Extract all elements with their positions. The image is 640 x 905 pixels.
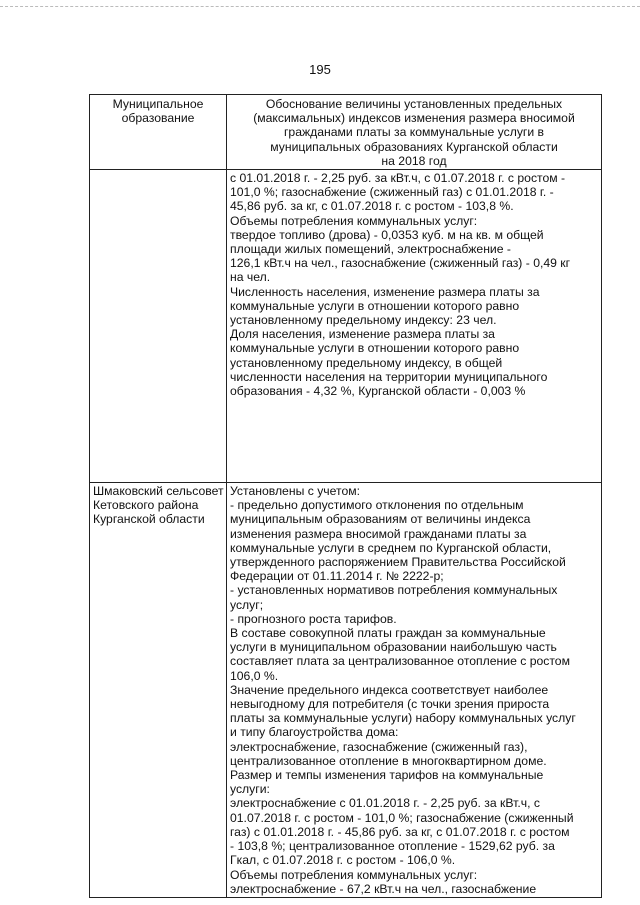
text-line: и типу благоустройства дома: (230, 725, 399, 740)
header-label-line: образование (121, 111, 195, 126)
text-line: площади жилых помещений, электроснабжение - (230, 242, 511, 257)
header-label-line: муниципальных образованиях Курганской области (270, 139, 558, 154)
text-line: 01.07.2018 г. с ростом - 101,0 %; газоснабжение (сжиженный (230, 810, 574, 825)
justification-cell (227, 483, 602, 898)
table-row (90, 483, 602, 898)
text-line: - 103,8 %; централизованное отопление - 1529,62 руб. за (230, 839, 555, 854)
header-label-line: (максимальных) индексов изменения размера вносимой (253, 111, 575, 126)
municipality-cell (90, 483, 227, 898)
page-number: 195 (309, 62, 331, 77)
text-line: В составе совокупной платы граждан за коммунальные (230, 626, 546, 641)
text-line: - прогнозного роста тарифов. (230, 611, 397, 626)
text-line: платы за коммунальные услуги) набору коммунальных услуг (230, 711, 576, 726)
text-line: коммунальные услуги в отношении которого равно (230, 298, 520, 313)
header-justification-cell (227, 95, 602, 170)
header-label-line: на 2018 год (381, 153, 447, 168)
text-line: образования - 4,32 %, Курганской области - 0,003 % (230, 384, 526, 399)
text-line: Объемы потребления коммунальных услуг: (230, 213, 478, 228)
table-row (90, 170, 602, 483)
text-line: Численность населения, изменение размера платы за (230, 284, 540, 299)
text-line: услуг; (230, 597, 264, 612)
text-line: Установлены с учетом: (230, 484, 360, 499)
text-line: электроснабжение, газоснабжение (сжиженный газ), (230, 739, 528, 754)
text-line: услуги в муниципальном образовании наибольшую часть (230, 640, 557, 655)
municipality-name-line: Курганской области (93, 512, 205, 527)
text-line: услуги: (230, 782, 270, 797)
text-line: электроснабжение - 67,2 кВт.ч на чел., газоснабжение (230, 881, 537, 896)
municipality-name-line: Кетовского района (93, 498, 199, 513)
scan-edge-artifact (0, 6, 640, 8)
text-line: численности населения на территории муниципального (230, 369, 548, 384)
text-line: Федерации от 01.11.2014 г. № 2222-р; (230, 569, 444, 584)
text-line: - установленных нормативов потребления коммунальных (230, 583, 558, 598)
text-line: централизованное отопление в многоквартирном доме. (230, 753, 547, 768)
header-municipality-cell (90, 95, 227, 170)
text-line: Доля населения, изменение размера платы за (230, 327, 495, 342)
text-line: изменения размера вносимой гражданами платы за (230, 526, 527, 541)
municipality-name-line: Шмаковский сельсовет (93, 484, 224, 499)
text-line: коммунальные услуги в отношении которого равно (230, 341, 520, 356)
text-line: невыгодному для потребителя (с точки зрения прироста (230, 697, 550, 712)
text-line: коммунальные услуги в среднем по Курганской области, (230, 540, 552, 555)
header-label-line: гражданами платы за коммунальные услуги в (283, 125, 545, 140)
text-line: 45,86 руб. за кг, с 01.07.2018 г. с ростом - 103,8 %. (230, 199, 514, 214)
text-line: Размер и темпы изменения тарифов на коммунальные (230, 768, 544, 783)
text-line: твердое топливо (дрова) - 0,0353 куб. м на кв. м общей (230, 227, 544, 242)
header-label-line: Обоснование величины установленных предельных (265, 97, 563, 111)
text-line: муниципальным образованиям от величины индекса (230, 512, 531, 527)
text-line: с 01.01.2018 г. - 2,25 руб. за кВт.ч, с 01.07.2018 г. с ростом - (230, 171, 566, 186)
text-line: электроснабжение с 01.01.2018 г. - 2,25 руб. за кВт.ч, с (230, 796, 540, 811)
justification-cell (227, 170, 602, 483)
text-line: 126,1 кВт.ч на чел., газоснабжение (сжиженный газ) - 0,49 кг (230, 256, 571, 271)
tariff-index-table (89, 94, 602, 898)
text-line: 106,0 %. (230, 668, 279, 683)
text-line: газ) с 01.01.2018 г. - 45,86 руб. за кг, с 01.07.2018 г. с ростом (230, 824, 570, 839)
text-line: Объемы потребления коммунальных услуг: (230, 867, 478, 882)
text-line: на чел. (230, 270, 271, 285)
text-line: - предельно допустимого отклонения по отдельным (230, 498, 524, 513)
text-line: установленному предельному индексу, в общей (230, 355, 503, 370)
text-line: установленному предельному индексу: 23 чел. (230, 313, 497, 328)
header-label-line: Муниципальное (112, 97, 204, 111)
table-header-row (90, 95, 602, 170)
text-line: Значение предельного индекса соответствует наиболее (230, 682, 549, 697)
text-line: утвержденного распоряжением Правительства Российской (230, 555, 566, 570)
text-line: составляет плата за централизованное отопление с ростом (230, 654, 570, 669)
text-line: 101,0 %; газоснабжение (сжиженный газ) с 01.01.2018 г. - (230, 185, 554, 200)
text-line: Гкал, с 01.07.2018 г. с ростом - 106,0 %. (230, 853, 456, 868)
municipality-cell (90, 170, 227, 483)
